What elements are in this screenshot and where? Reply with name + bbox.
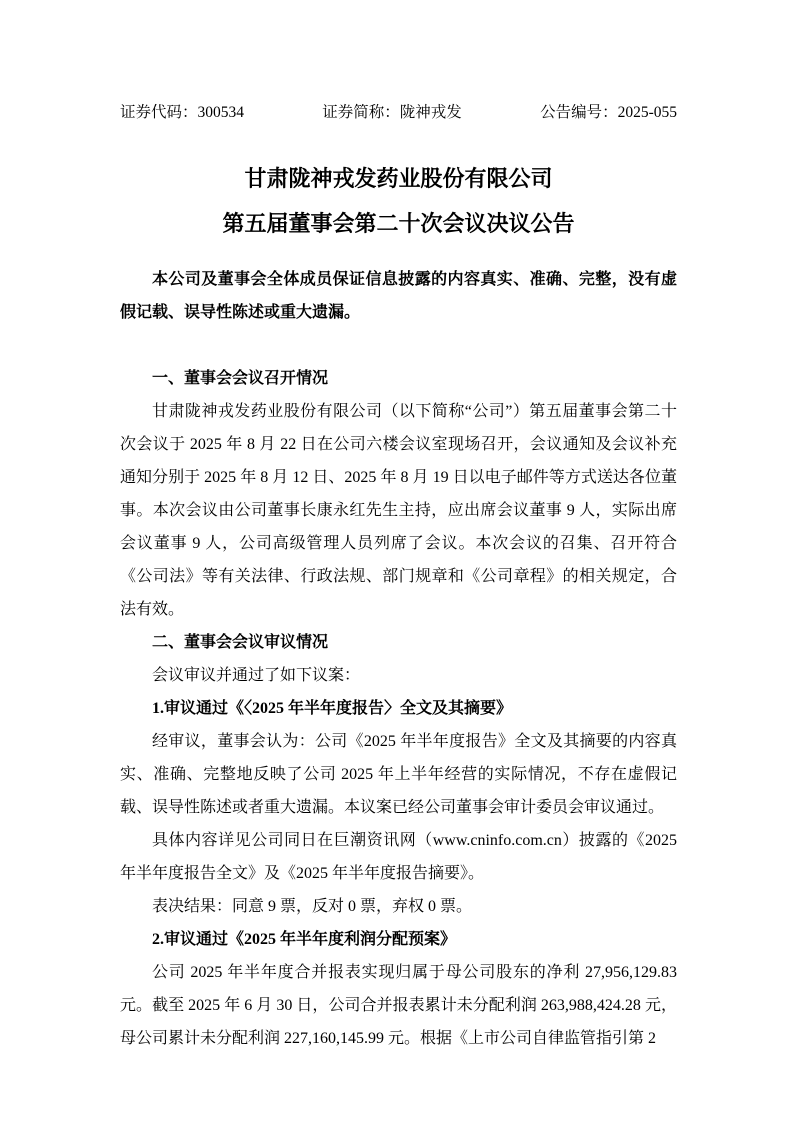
document-header	[120, 103, 677, 123]
title-block	[120, 156, 677, 246]
company-name-title: 甘肃陇神戎发药业股份有限公司	[244, 166, 553, 191]
disclosure-statement: 本公司及董事会全体成员保证信息披露的内容真实、准确、完整，没有虚假记载、误导性陈述或重大遗漏。	[120, 271, 677, 321]
section2-intro: 会议审议并通过了如下议案：	[152, 667, 361, 684]
section1-heading: 一、董事会会议召开情况	[152, 370, 329, 387]
section1-paragraph: 甘肃陇神戎发药业股份有限公司（以下简称“公司”）第五届董事会第二十次会议于 2025 年 8 月 22 日在公司六楼会议室现场召开，会议通知及会议补充通知分别于 2025 年 8 月 12 日、2025 年 8 月 19 日以电子邮件等方式送达各位董事。本次会议由公司董事长康永红先生主持，应出席会议董事 9 人，实际出席会议董事 9 人，公司高级管理人员列席了会议。本次会议的召集、召开符合《公司法》等有关法律、行政法规、部门规章和《公司章程》的相关规定，合法有效。	[120, 403, 677, 618]
section2-heading: 二、董事会会议审议情况	[152, 634, 329, 651]
proposal1-paragraph-2: 具体内容详见公司同日在巨潮资讯网（www.cninfo.com.cn）披露的《2025 年半年度报告全文》及《2025 年半年度报告摘要》。	[120, 832, 677, 882]
announcement-title: 第五届董事会第二十次会议决议公告	[222, 211, 575, 236]
proposal1-heading: 1.审议通过《〈2025 年半年度报告〉全文及其摘要》	[152, 700, 513, 717]
proposal1-vote-result: 表决结果：同意 9 票，反对 0 票，弃权 0 票。	[152, 898, 473, 915]
stock-abbr: 证券简称：陇神戎发	[322, 104, 462, 121]
stock-code: 证券代码：300534	[120, 104, 245, 121]
proposal2-heading: 2.审议通过《2025 年半年度利润分配预案》	[152, 931, 457, 948]
proposal1-paragraph-1: 经审议，董事会认为：公司《2025 年半年度报告》全文及其摘要的内容真实、准确、完整地反映了公司 2025 年上半年经营的实际情况，不存在虚假记载、误导性陈述或者重大遗漏。本议案已经公司董事会审计委员会审议通过。	[120, 733, 677, 816]
proposal2-paragraph-1: 公司 2025 年半年度合并报表实现归属于母公司股东的净利 27,956,129.83 元。截至 2025 年 6 月 30 日，公司合并报表累计未分配利润 263,988,424.28 元，母公司累计未分配利润 227,160,145.99 元。根据《上市公司自律监管指引第 2	[120, 964, 677, 1047]
announcement-number: 公告编号：2025-055	[540, 104, 677, 121]
